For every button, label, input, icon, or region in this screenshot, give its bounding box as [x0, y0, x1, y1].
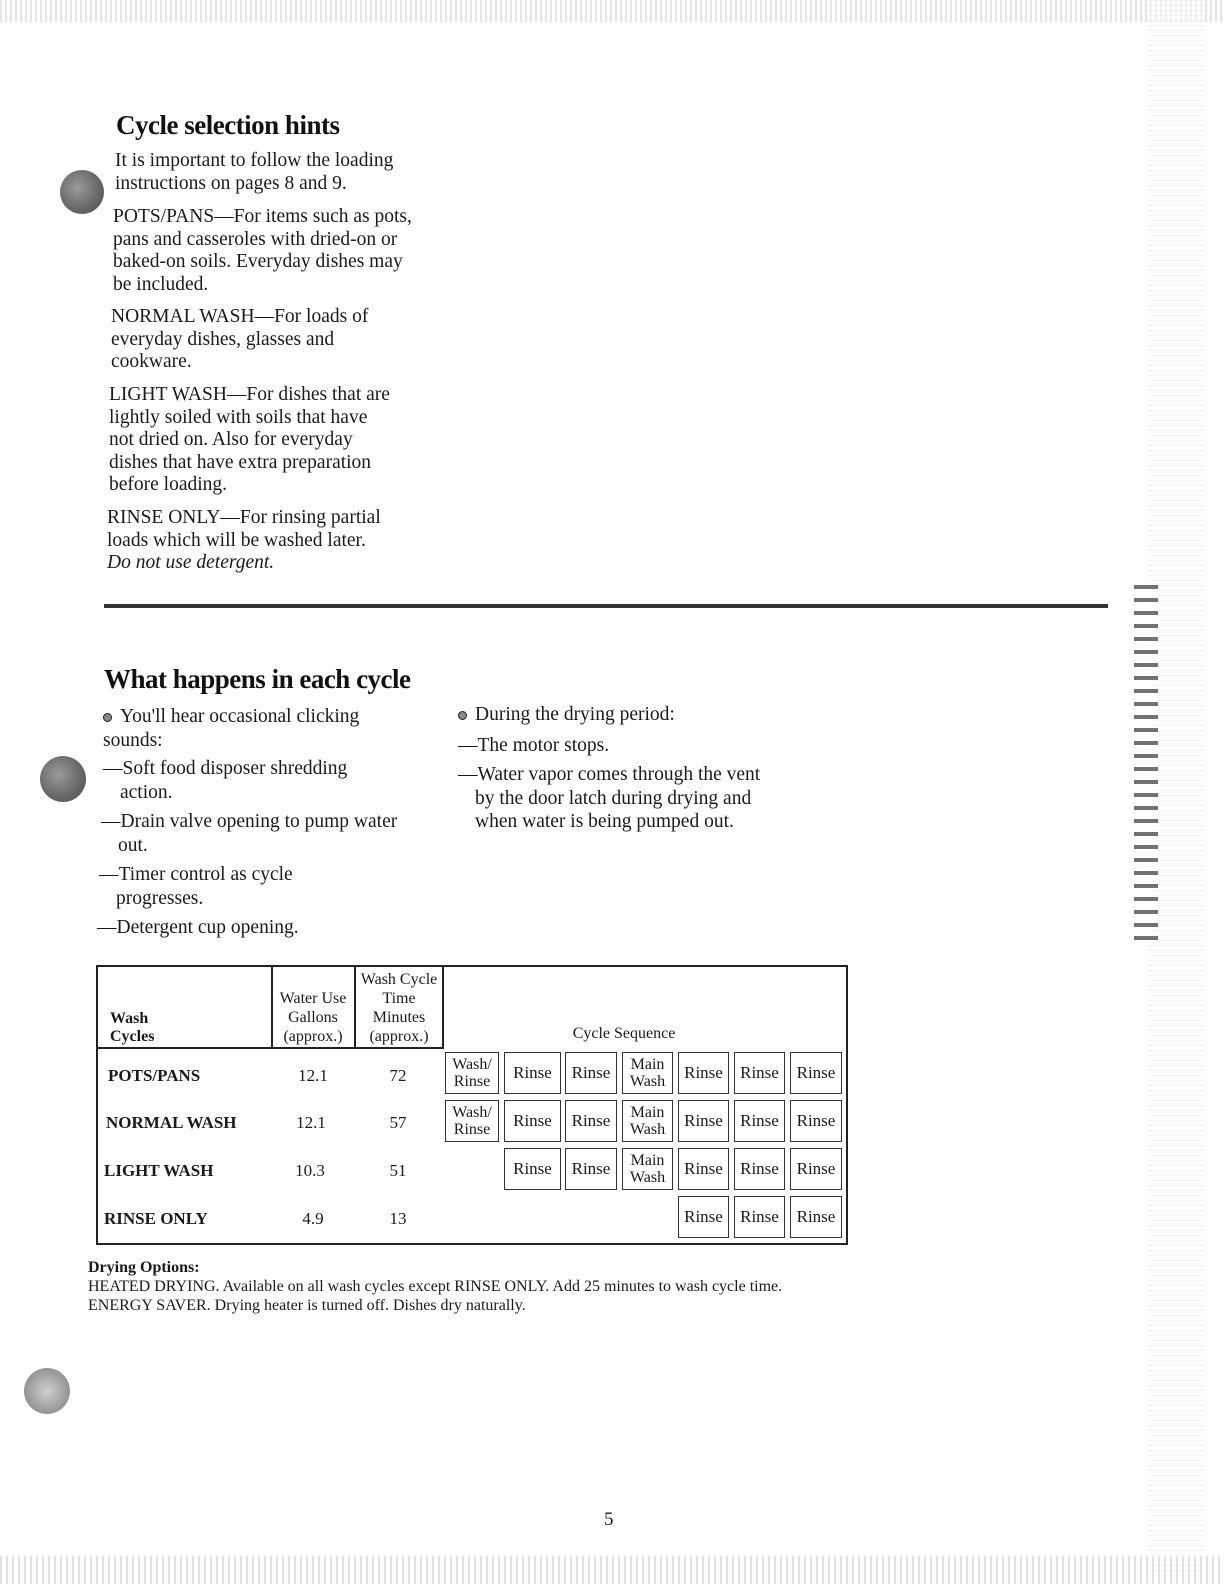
right-item-2: —Water vapor comes through the vent by the door latch during drying and when water is being pumped out. [458, 764, 761, 832]
clicking-bullet [103, 705, 403, 752]
sequence-step: Rinse [565, 1148, 617, 1190]
left-item-3: —Timer control as cycle progresses. [99, 864, 293, 909]
sequence-step: Rinse [678, 1052, 729, 1094]
sequence-step: Main Wash [622, 1100, 673, 1142]
sequence-step: Rinse [678, 1196, 729, 1238]
sequence-step: Main Wash [622, 1148, 673, 1190]
row-name-pots-pans: POTS/PANS [108, 1066, 201, 1085]
sequence-step: Rinse [790, 1100, 842, 1142]
left-item-2: —Drain valve opening to pump water out. [101, 811, 398, 856]
sequence-step: Rinse [504, 1100, 561, 1142]
row-minutes: 51 [389, 1161, 407, 1180]
pots-pans-text: —For items such as pots, pans and casseroles with dried-on or baked-on soils. Everyday dishes may be included. [113, 206, 412, 295]
sequence-step: Rinse [565, 1100, 617, 1142]
row-minutes: 13 [389, 1209, 407, 1228]
left-item-1: —Soft food disposer shredding action. [103, 758, 348, 803]
header-water-use: Water Use Gallons (approx.) [279, 990, 347, 1045]
light-wash-hint [109, 384, 391, 497]
cycle-hints-intro [115, 150, 415, 195]
drying-options-title: Drying Options: [88, 1259, 200, 1276]
row-minutes: 72 [389, 1066, 407, 1085]
light-wash-label: LIGHT WASH [109, 384, 227, 405]
bullet-icon [103, 713, 112, 722]
header-cycle-time: Wash Cycle Time Minutes (approx.) [360, 971, 438, 1045]
header-wash-cycles: Wash Cycles [110, 1010, 155, 1045]
sequence-step: Rinse [734, 1196, 785, 1238]
normal-wash-label: NORMAL WASH [111, 306, 255, 327]
sequence-step: Wash/ Rinse [445, 1052, 499, 1094]
drying-intro: During the drying period: [475, 704, 675, 725]
row-gallons: 12.1 [296, 1113, 326, 1132]
normal-wash-hint [111, 306, 376, 374]
sequence-step: Rinse [734, 1148, 785, 1190]
sequence-step: Rinse [790, 1052, 842, 1094]
rinse-only-text: —For rinsing partial loads which will be washed later. [107, 507, 381, 551]
row-gallons: 4.9 [302, 1209, 324, 1228]
header-cycle-sequence: Cycle Sequence [572, 1025, 676, 1042]
intro-text: It is important to follow the loading instructions on pages 8 and 9. [115, 150, 394, 194]
clicking-intro: You'll hear occasional clicking sounds: [103, 706, 360, 751]
right-item-1: —The motor stops. [458, 735, 610, 756]
row-name-normal-wash: NORMAL WASH [106, 1113, 237, 1132]
scan-margin-marks [1134, 585, 1174, 945]
sequence-step: Rinse [734, 1052, 785, 1094]
normal-wash-text: —For loads of everyday dishes, glasses and cookware. [111, 306, 369, 372]
section-divider [104, 604, 1108, 608]
punch-hole-top [60, 170, 104, 214]
each-cycle-title: What happens in each cycle [104, 664, 411, 694]
sequence-step: Rinse [678, 1100, 729, 1142]
energy-saver-text: ENERGY SAVER. Drying heater is turned off. Dishes dry naturally. [88, 1297, 526, 1314]
row-name-light-wash: LIGHT WASH [104, 1161, 214, 1180]
sequence-step: Rinse [790, 1148, 842, 1190]
sequence-step: Main Wash [622, 1052, 673, 1094]
row-name-rinse-only: RINSE ONLY [104, 1209, 208, 1228]
page-number: 5 [604, 1509, 614, 1530]
sequence-step: Rinse [678, 1148, 729, 1190]
scan-edge-top [0, 0, 1224, 22]
drying-bullet [458, 703, 758, 727]
bullet-icon [458, 711, 467, 720]
sequence-step: Wash/ Rinse [445, 1100, 499, 1142]
pots-pans-label: POTS/PANS [113, 206, 215, 227]
rinse-only-hint [107, 507, 407, 575]
sequence-step: Rinse [504, 1052, 561, 1094]
pots-pans-hint [113, 206, 413, 296]
sequence-step: Rinse [734, 1100, 785, 1142]
rinse-only-label: RINSE ONLY [107, 507, 221, 528]
sequence-step: Rinse [790, 1196, 842, 1238]
table-header-rule [96, 1047, 444, 1049]
row-minutes: 57 [389, 1113, 407, 1132]
drying-options [88, 1258, 828, 1315]
row-gallons: 12.1 [298, 1066, 328, 1085]
light-wash-text: —For dishes that are lightly soiled with soils that have not dried on. Also for everyday dishes that have extra preparation before loading. [109, 384, 390, 495]
sequence-step: Rinse [504, 1148, 561, 1190]
heated-drying-text: HEATED DRYING. Available on all wash cycles except RINSE ONLY. Add 25 minutes to wash cycle time. [88, 1278, 783, 1295]
cycle-hints-title: Cycle selection hints [116, 110, 340, 140]
punch-hole-middle [40, 756, 86, 802]
punch-hole-bottom [24, 1368, 70, 1414]
left-item-4: —Detergent cup opening. [97, 917, 299, 938]
scan-edge-bottom [0, 1556, 1224, 1584]
rinse-only-note: Do not use detergent. [107, 552, 275, 573]
row-gallons: 10.3 [295, 1161, 325, 1180]
sequence-step: Rinse [565, 1052, 617, 1094]
